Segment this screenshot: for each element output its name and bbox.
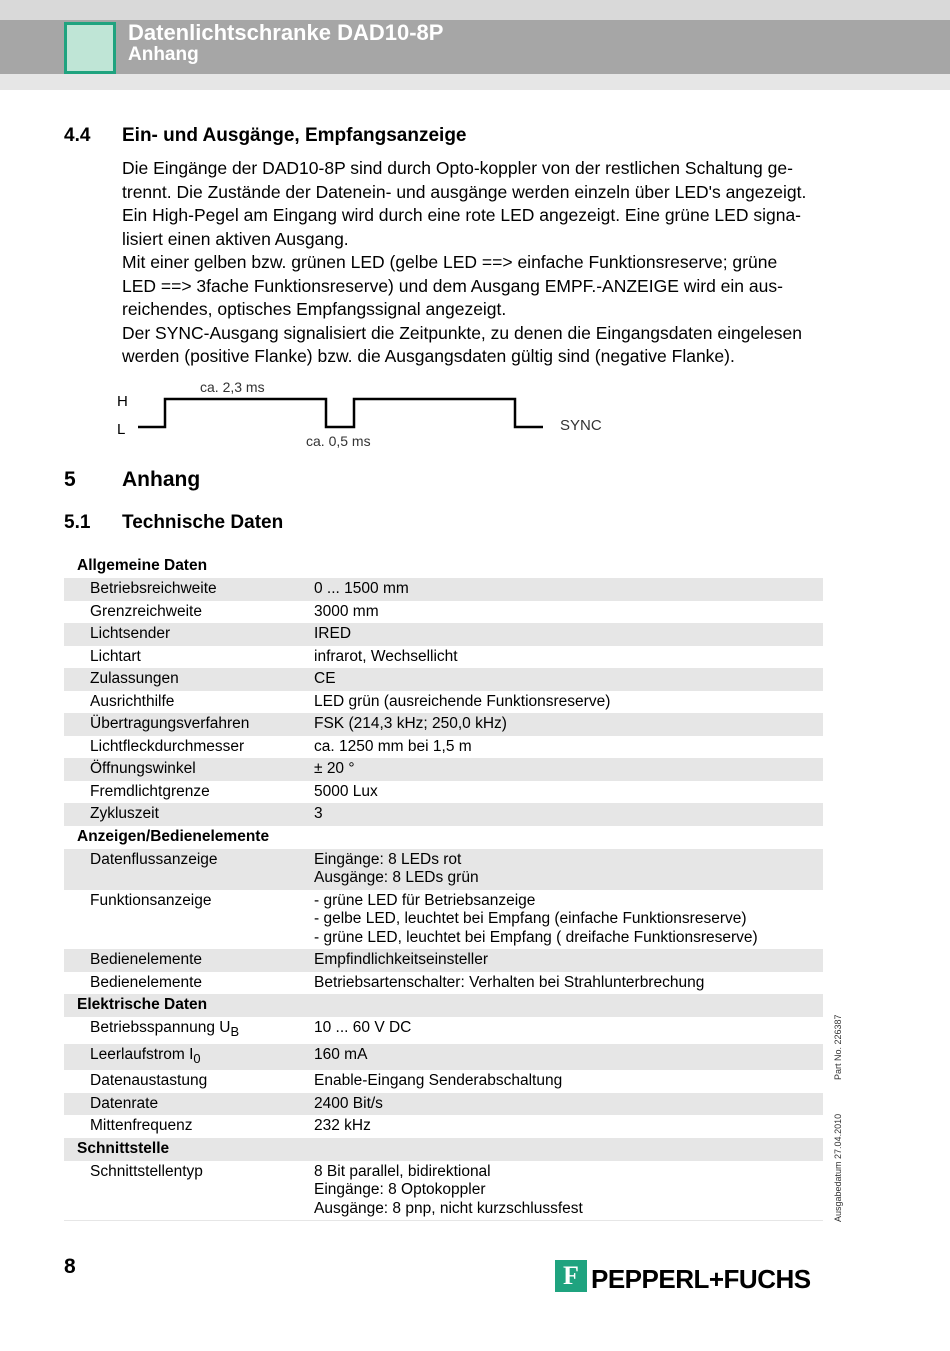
row-key: Lichtfleckdurchmesser (90, 737, 245, 755)
paragraph-line: trennt. Die Zustände der Datenein- und ausgänge werden einzeln über LED's angezeigt. (122, 181, 807, 202)
value-line: 8 Bit parallel, bidirektional (314, 1162, 491, 1180)
value-line: - grüne LED, leuchtet bei Empfang ( dreifache Funktionsreserve) (314, 928, 758, 946)
row-key: Öffnungswinkel (64, 758, 314, 781)
row-value: infrarot, Wechsellicht (314, 647, 458, 665)
key-subscript: 0 (193, 1050, 201, 1066)
table-row (64, 803, 823, 826)
section-4-4-body (122, 157, 827, 369)
row-key: Lichtart (90, 647, 141, 665)
table-row (64, 1161, 823, 1221)
table-section-row (64, 826, 823, 849)
table-row (64, 1070, 823, 1093)
diagram-pulse-label: ca. 2,3 ms (200, 379, 265, 395)
row-key: Lichtsender (64, 623, 314, 646)
row-value: 3 (314, 803, 823, 826)
row-value: 232 kHz (314, 1117, 371, 1135)
row-value: 5000 Lux (314, 782, 378, 800)
brand-name: PEPPERL+FUCHS (591, 1264, 811, 1294)
row-value: 2400 Bit/s (314, 1093, 823, 1116)
table-row (64, 1093, 823, 1116)
technical-data-table (64, 555, 823, 1221)
row-value: 0 ... 1500 mm (314, 578, 823, 601)
table-row (64, 781, 823, 804)
row-key: Funktionsanzeige (90, 891, 212, 909)
table-section-row (64, 994, 823, 1017)
value-line: - gelbe LED, leuchtet bei Empfang (einfache Funktionsreserve) (314, 910, 747, 927)
sync-waveform (138, 399, 543, 427)
row-key: Übertragungsverfahren (64, 713, 314, 736)
section-5-number: 5 (64, 468, 76, 491)
row-value: LED grün (ausreichende Funktionsreserve) (314, 692, 611, 710)
paragraph-line: Die Eingänge der DAD10-8P sind durch Opto-koppler von der restlichen Schaltung ge- (122, 158, 793, 178)
row-key: Mittenfrequenz (90, 1117, 193, 1135)
row-key: Fremdlichtgrenze (90, 782, 210, 800)
row-value: ca. 1250 mm bei 1,5 m (314, 737, 472, 755)
side-issue-date: Ausgabedatum 27.04.2010 (833, 1113, 843, 1222)
table-row (64, 949, 823, 972)
key-subscript: B (230, 1024, 240, 1040)
table-row (64, 646, 823, 669)
row-key: Datenrate (64, 1093, 314, 1116)
page-header (0, 20, 950, 74)
section-heading: Allgemeine Daten (77, 557, 208, 574)
row-value: 160 mA (314, 1044, 823, 1071)
paragraph-line: reichendes, optisches Empfangssignal angezeigt. (122, 299, 507, 319)
key-text: Leerlaufstrom I (90, 1045, 194, 1063)
row-value: 3000 mm (314, 602, 379, 620)
row-key: Datenflussanzeige (64, 849, 314, 890)
header-subtitle: Anhang (128, 44, 199, 65)
row-value: FSK (214,3 kHz; 250,0 kHz) (314, 713, 823, 736)
paragraph-line: werden (positive Flanke) bzw. die Ausgangsdaten gültig sind (negative Flanke). (122, 346, 735, 366)
side-part-number: Part No. 226387 (833, 1014, 843, 1080)
row-key: Ausrichthilfe (90, 692, 175, 710)
table-row (64, 972, 823, 995)
row-value: CE (314, 668, 823, 691)
row-key: Datenaustastung (90, 1072, 208, 1090)
row-key (64, 1044, 314, 1071)
table-row (64, 1044, 823, 1071)
header-underband (0, 74, 950, 90)
row-key: Zulassungen (64, 668, 314, 691)
table-row (64, 713, 823, 736)
diagram-low-label: L (117, 421, 126, 438)
row-key: Schnittstellentyp (64, 1161, 314, 1221)
row-value (314, 849, 823, 890)
paragraph-line: Der SYNC-Ausgang signalisiert die Zeitpunkte, zu denen die Eingangsdaten eingelesen (122, 322, 803, 343)
row-key: Betriebsreichweite (64, 578, 314, 601)
paragraph-line: lisiert einen aktiven Ausgang. (122, 228, 349, 249)
row-value: Empfindlichkeitseinsteller (314, 949, 823, 972)
section-5-1-number: 5.1 (64, 512, 91, 533)
paragraph-line: Ein High-Pegel am Eingang wird durch eine rote LED angezeigt. Eine grüne LED signa- (122, 205, 802, 225)
row-value: IRED (314, 623, 823, 646)
value-line: Eingänge: 8 LEDs rot (314, 850, 462, 868)
page-number: 8 (64, 1255, 76, 1278)
section-4-4-title: Ein- und Ausgänge, Empfangsanzeige (122, 125, 467, 146)
diagram-high-label: H (117, 393, 128, 410)
table-row (64, 601, 823, 624)
table-row (64, 736, 823, 759)
diagram-gap-label: ca. 0,5 ms (306, 433, 371, 449)
value-line: - grüne LED für Betriebsanzeige (314, 891, 536, 909)
section-heading: Schnittstelle (64, 1138, 823, 1161)
row-value (314, 890, 823, 950)
row-key: Zykluszeit (64, 803, 314, 826)
value-line: Ausgänge: 8 LEDs grün (314, 869, 479, 886)
table-row (64, 849, 823, 890)
row-key: Grenzreichweite (90, 602, 202, 620)
top-band (0, 0, 950, 20)
table-row (64, 758, 823, 781)
diagram-signal-label: SYNC (560, 417, 602, 434)
row-value: Enable-Eingang Senderabschaltung (314, 1072, 563, 1090)
table-row (64, 691, 823, 714)
row-value (314, 1161, 823, 1221)
paragraph-line: Mit einer gelben bzw. grünen LED (gelbe LED ==> einfache Funktionsreserve; grüne (122, 252, 778, 272)
row-key: Bedienelemente (90, 973, 203, 991)
sync-timing-diagram (110, 378, 630, 458)
row-key (64, 1017, 314, 1044)
table-row (64, 623, 823, 646)
table-section-row (64, 1138, 823, 1161)
table-row (64, 668, 823, 691)
table-row (64, 1115, 823, 1138)
header-title: Datenlichtschranke DAD10-8P (128, 20, 444, 45)
table-row (64, 1017, 823, 1044)
paragraph-line: LED ==> 3fache Funktionsreserve) und dem Ausgang EMPF.-ANZEIGE wird ein aus- (122, 275, 783, 296)
table-row (64, 578, 823, 601)
table-row (64, 890, 823, 950)
value-line: Eingänge: 8 Optokoppler (314, 1181, 486, 1199)
header-logo-box (64, 22, 116, 74)
section-5-title: Anhang (122, 468, 201, 491)
row-value: Betriebsartenschalter: Verhalten bei Strahlunterbrechung (314, 973, 705, 991)
section-5-1-title: Technische Daten (122, 512, 284, 533)
section-4-4-number: 4.4 (64, 125, 91, 146)
value-line: Ausgänge: 8 pnp, nicht kurzschlussfest (314, 1199, 583, 1217)
key-text: Betriebsspannung U (90, 1019, 231, 1036)
row-value: ± 20 ° (314, 758, 823, 781)
section-heading: Anzeigen/Bedienelemente (77, 827, 270, 845)
row-key: Bedienelemente (64, 949, 314, 972)
brand-mark-icon: F (555, 1260, 587, 1292)
section-heading: Elektrische Daten (64, 994, 823, 1017)
row-value: 10 ... 60 V DC (314, 1019, 412, 1036)
table-section-row (64, 555, 823, 578)
